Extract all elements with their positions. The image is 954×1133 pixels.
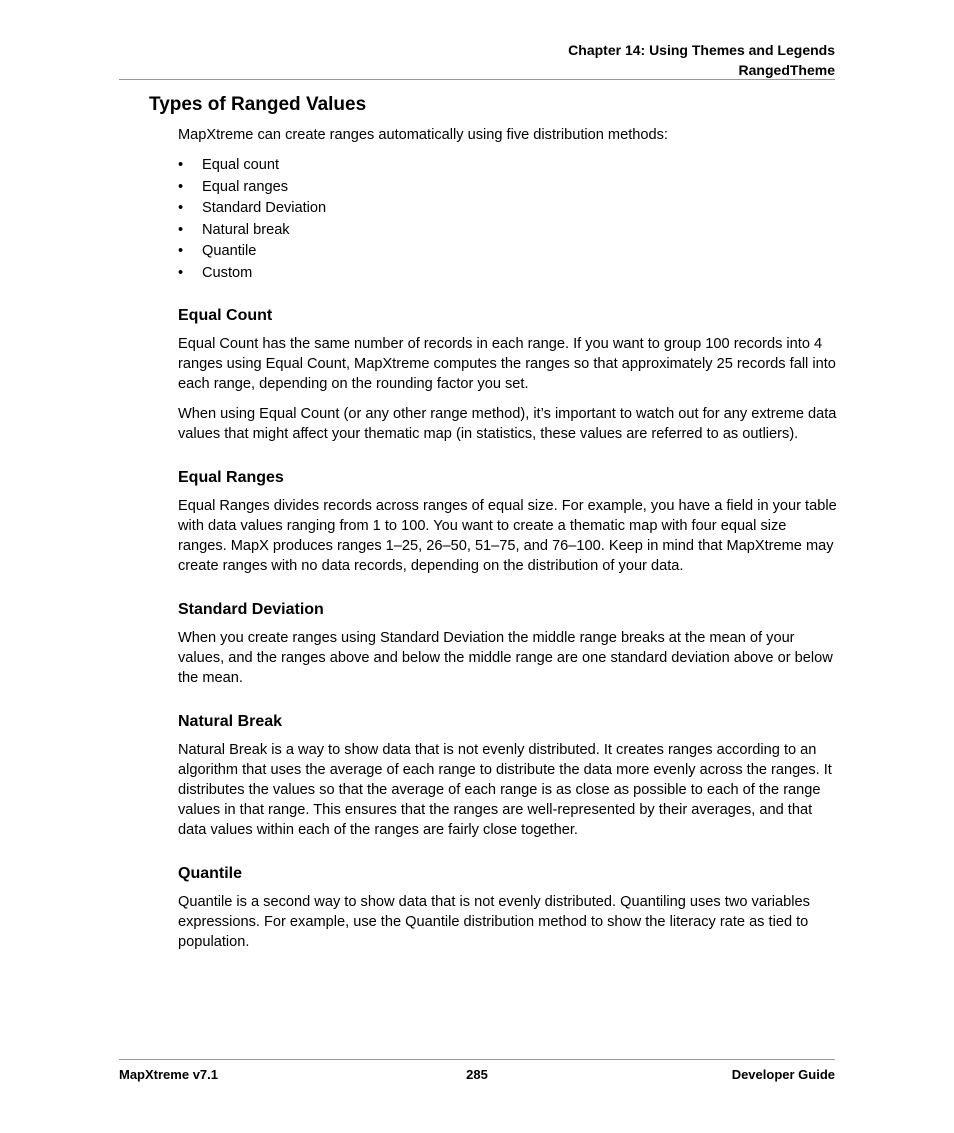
section-paragraph: Natural Break is a way to show data that is not evenly distributed. It creates ranges according to an algorithm that uses the average of each range to distribute the data more evenly across the ranges. It distributes the values so that the average of each range is as close as possible to each of the range values in that range. This ensures that the ranges are well-represented by their averages, and that data values within each of the ranges are fairly close together. [178,741,832,838]
page-body [149,91,839,952]
section-natural-break [178,711,838,840]
methods-list [178,155,839,285]
list-item: • Quantile [178,241,839,263]
section-paragraph: Equal Ranges divides records across ranges of equal size. For example, you have a field in your table with data values ranging from 1 to 100. You want to create a thematic map with four equal size ranges. MapX produces ranges 1–25, 26–50, 51–75, and 76–100. Keep in mind that MapXtreme may create ranges with no data records, depending on the distribution of your data. [178,497,837,574]
bullet-icon: • [178,178,184,195]
chapter-title: Chapter 14: Using Themes and Legends [568,42,835,58]
section-equal-ranges [178,467,838,576]
section-paragraph: Equal Count has the same number of records in each range. If you want to group 100 records into 4 ranges using Equal Count, MapXtreme computes the ranges so that approximately 25 records fall into each range, depending on the rounding factor you set. [178,335,836,392]
bullet-icon: • [178,243,184,260]
section-heading: Standard Deviation [178,600,324,618]
section-paragraph: When using Equal Count (or any other range method), it’s important to watch out for any extreme data values that might affect your thematic map (in statistics, these values are referred to as outliers). [178,405,837,442]
section-title: RangedTheme [738,62,835,78]
list-item: • Natural break [178,220,839,242]
running-header [119,40,835,80]
list-item: • Standard Deviation [178,198,839,220]
section-quantile [178,863,838,952]
footer-product: MapXtreme v7.1 [119,1067,218,1082]
section-heading: Equal Ranges [178,468,284,486]
bullet-icon: • [178,157,184,173]
section-paragraph: Quantile is a second way to show data that is not evenly distributed. Quantiling uses two variables expressions. For example, use the Quantile distribution method to show the literacy rate as tied to population. [178,893,810,950]
footer-page-number: 285 [466,1067,488,1082]
header-rule [119,79,835,80]
section-paragraph: When you create ranges using Standard Deviation the middle range breaks at the mean of your values, and the ranges above and below the middle range are one standard deviation above or below the mean. [178,629,833,686]
intro-paragraph: MapXtreme can create ranges automatically using five distribution methods: [178,127,668,143]
section-equal-count [178,305,838,444]
list-item: • Custom [178,263,839,285]
section-heading: Natural Break [178,712,283,730]
footer-guide: Developer Guide [731,1067,835,1082]
footer-rule [119,1059,835,1060]
section-standard-deviation [178,599,838,688]
bullet-icon: • [178,221,184,238]
section-heading: Equal Count [178,306,273,324]
bullet-icon: • [178,200,184,217]
list-item: • Equal ranges [178,177,839,199]
bullet-icon: • [178,264,184,281]
page-title: Types of Ranged Values [149,94,367,115]
list-item: • Equal count [178,155,839,177]
section-heading: Quantile [178,864,243,882]
